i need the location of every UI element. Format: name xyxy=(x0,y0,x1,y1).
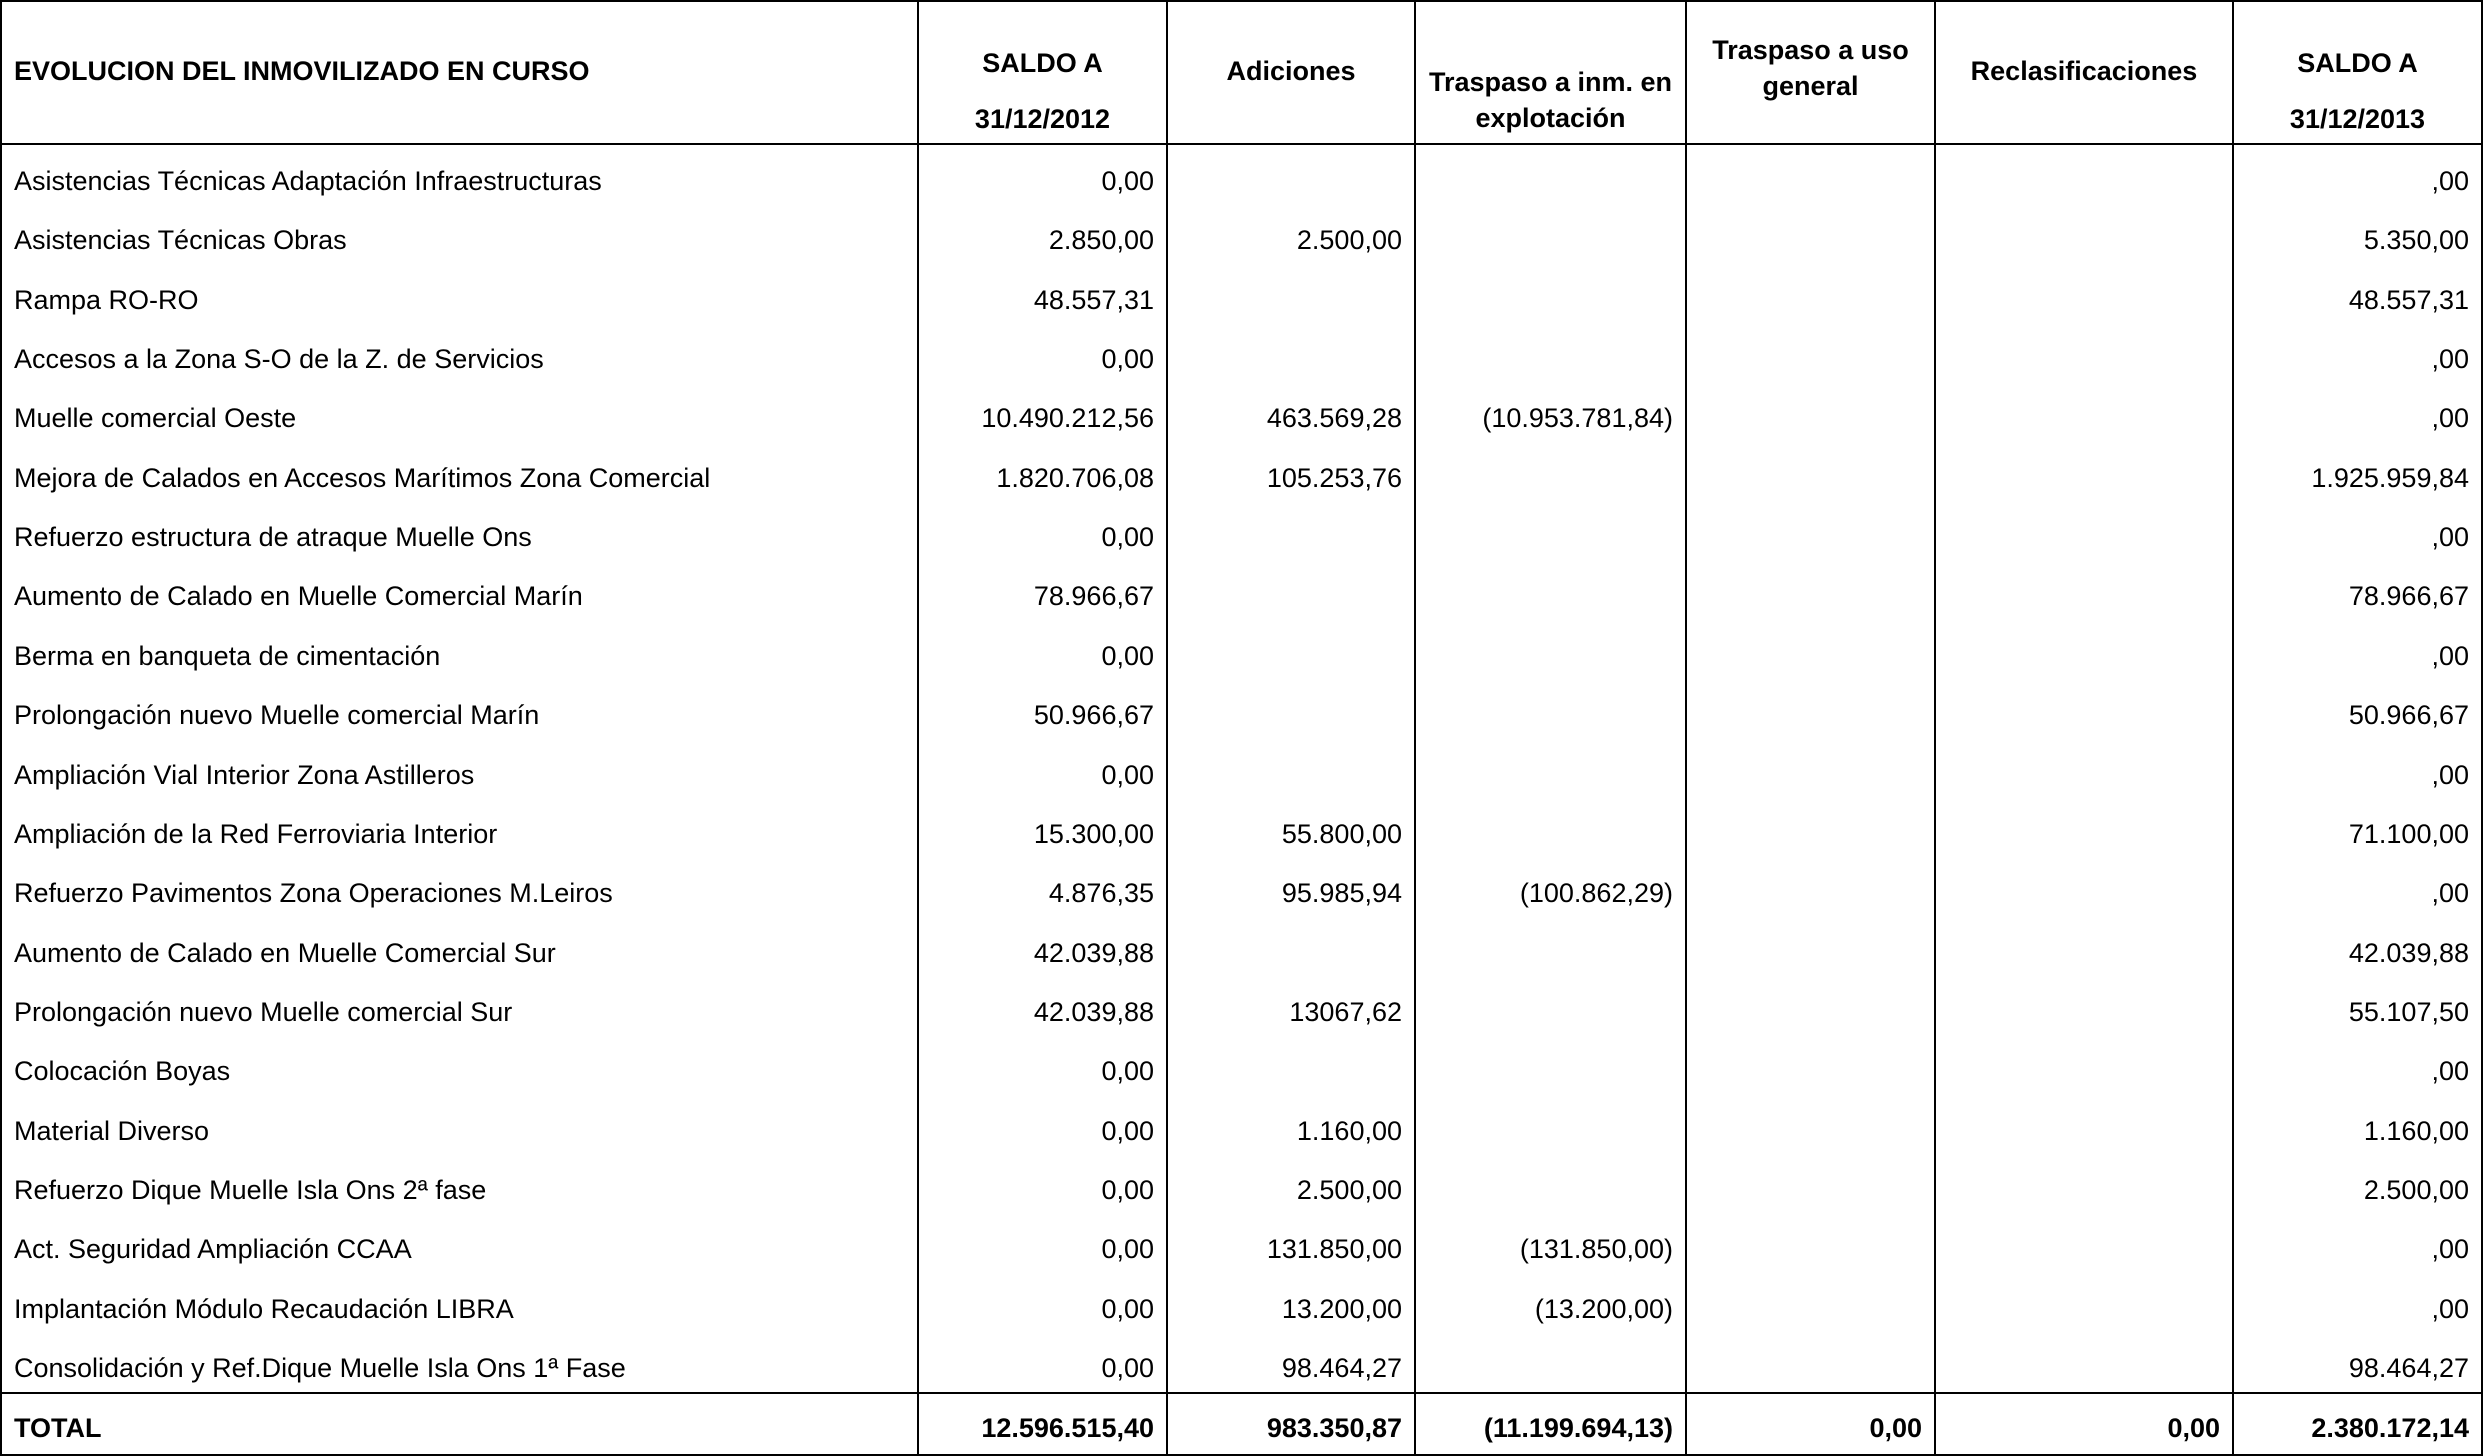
row-label: Act. Seguridad Ampliación CCAA xyxy=(14,1234,412,1265)
cell-adiciones xyxy=(1168,324,1414,383)
row-label: Ampliación Vial Interior Zona Astilleros xyxy=(14,759,475,790)
total-label: TOTAL xyxy=(14,1413,102,1443)
column-header-line: 31/12/2012 xyxy=(974,104,1111,134)
table-row xyxy=(0,1096,2483,1155)
cell-traspaso-uso-general xyxy=(1687,977,1934,1036)
cell-traspaso-uso-general xyxy=(1687,205,1934,264)
cell-saldo-2013: 55.107,50 xyxy=(2348,996,2469,1027)
total-row xyxy=(0,1394,2483,1454)
cell-traspaso-uso-general xyxy=(1687,561,1934,620)
table-row xyxy=(0,1333,2483,1392)
table-row xyxy=(0,443,2483,502)
row-label: Material Diverso xyxy=(14,1115,210,1146)
cell-traspaso-explotacion xyxy=(1416,918,1685,977)
cell-saldo-2012: 0,00 xyxy=(1101,759,1154,790)
row-label: Prolongación nuevo Muelle comercial Marín xyxy=(14,700,540,731)
cell-reclasificaciones xyxy=(1936,443,2232,502)
cell-traspaso-uso-general xyxy=(1687,740,1934,799)
row-label: Colocación Boyas xyxy=(14,1056,231,1087)
total-traspaso-uso-general: 0,00 xyxy=(1869,1413,1922,1443)
cell-saldo-2013: 78.966,67 xyxy=(2348,581,2469,612)
cell-saldo-2012: 0,00 xyxy=(1101,1234,1154,1265)
cell-reclasificaciones xyxy=(1936,383,2232,442)
table-row xyxy=(0,1036,2483,1095)
cell-reclasificaciones xyxy=(1936,1274,2232,1333)
cell-adiciones xyxy=(1168,1036,1414,1095)
cell-traspaso-explotacion xyxy=(1416,561,1685,620)
cell-saldo-2012: 0,00 xyxy=(1101,1293,1154,1324)
column-header-line: SALDO A xyxy=(982,48,1103,78)
cell-traspaso-uso-general xyxy=(1687,146,1934,205)
row-label: Refuerzo Dique Muelle Isla Ons 2ª fase xyxy=(14,1174,487,1205)
column-header-traspaso-explotacion: Traspaso a inm. en explotación xyxy=(1428,67,1673,133)
cell-traspaso-explotacion xyxy=(1416,740,1685,799)
total-saldo-2013: 2.380.172,14 xyxy=(2311,1413,2469,1443)
cell-traspaso-uso-general xyxy=(1687,383,1934,442)
cell-saldo-2012: 0,00 xyxy=(1101,522,1154,553)
cell-saldo-2013: ,00 xyxy=(2431,640,2469,671)
row-label: Accesos a la Zona S-O de la Z. de Servicios xyxy=(14,344,544,375)
column-header-saldo-2012 xyxy=(919,0,1166,144)
table-row xyxy=(0,977,2483,1036)
total-adiciones: 983.350,87 xyxy=(1266,1413,1402,1443)
column-header-saldo-2013 xyxy=(2234,0,2481,144)
cell-reclasificaciones xyxy=(1936,205,2232,264)
cell-adiciones xyxy=(1168,740,1414,799)
cell-traspaso-uso-general xyxy=(1687,1036,1934,1095)
cell-saldo-2012: 15.300,00 xyxy=(1033,818,1154,849)
cell-reclasificaciones xyxy=(1936,265,2232,324)
table-row xyxy=(0,799,2483,858)
cell-reclasificaciones xyxy=(1936,799,2232,858)
cell-traspaso-explotacion xyxy=(1416,1333,1685,1392)
cell-adiciones xyxy=(1168,146,1414,205)
cell-adiciones: 98.464,27 xyxy=(1281,1353,1402,1383)
cell-saldo-2012: 1.820.706,08 xyxy=(996,462,1154,493)
cell-adiciones: 463.569,28 xyxy=(1266,403,1402,434)
column-header-line: SALDO A xyxy=(2297,48,2418,78)
cell-saldo-2013: ,00 xyxy=(2431,759,2469,790)
table-row xyxy=(0,502,2483,561)
cell-saldo-2013: ,00 xyxy=(2431,344,2469,375)
table-row xyxy=(0,1274,2483,1333)
row-label: Rampa RO-RO xyxy=(14,284,199,315)
cell-reclasificaciones xyxy=(1936,502,2232,561)
column-header-adiciones: Adiciones xyxy=(1226,56,1356,86)
cell-traspaso-uso-general xyxy=(1687,621,1934,680)
cell-reclasificaciones xyxy=(1936,561,2232,620)
table-row xyxy=(0,146,2483,205)
cell-saldo-2013: 71.100,00 xyxy=(2348,818,2469,849)
cell-saldo-2012: 2.850,00 xyxy=(1048,225,1154,256)
table-title: EVOLUCION DEL INMOVILIZADO EN CURSO xyxy=(14,56,590,86)
cell-saldo-2012: 78.966,67 xyxy=(1033,581,1154,612)
cell-reclasificaciones xyxy=(1936,977,2232,1036)
total-traspaso-explotacion: (11.199.694,13) xyxy=(1483,1413,1673,1443)
row-label: Muelle comercial Oeste xyxy=(14,403,297,434)
table-row xyxy=(0,265,2483,324)
table-row xyxy=(0,858,2483,917)
cell-saldo-2012: 0,00 xyxy=(1101,1115,1154,1146)
table-row xyxy=(0,205,2483,264)
cell-adiciones xyxy=(1168,918,1414,977)
row-label: Refuerzo Pavimentos Zona Operaciones M.Leiros xyxy=(14,878,613,909)
cell-saldo-2013: ,00 xyxy=(2431,1293,2469,1324)
cell-traspaso-explotacion: (10.953.781,84) xyxy=(1482,403,1673,434)
table-row xyxy=(0,561,2483,620)
row-label: Berma en banqueta de cimentación xyxy=(14,640,441,671)
cell-adiciones: 105.253,76 xyxy=(1266,462,1402,493)
cell-reclasificaciones xyxy=(1936,858,2232,917)
column-header-traspaso-uso-general: Traspaso a uso general xyxy=(1712,35,1909,101)
cell-adiciones xyxy=(1168,561,1414,620)
cell-reclasificaciones xyxy=(1936,740,2232,799)
cell-reclasificaciones xyxy=(1936,621,2232,680)
cell-reclasificaciones xyxy=(1936,1096,2232,1155)
cell-traspaso-uso-general xyxy=(1687,1274,1934,1333)
table-row xyxy=(0,383,2483,442)
cell-traspaso-explotacion xyxy=(1416,799,1685,858)
cell-traspaso-uso-general xyxy=(1687,1214,1934,1273)
cell-traspaso-explotacion xyxy=(1416,1155,1685,1214)
table-row xyxy=(0,324,2483,383)
cell-saldo-2012: 0,00 xyxy=(1101,1174,1154,1205)
cell-traspaso-uso-general xyxy=(1687,1096,1934,1155)
cell-adiciones xyxy=(1168,502,1414,561)
cell-adiciones: 1.160,00 xyxy=(1296,1115,1402,1146)
cell-traspaso-explotacion xyxy=(1416,977,1685,1036)
cell-traspaso-explotacion xyxy=(1416,324,1685,383)
total-saldo-2012: 12.596.515,40 xyxy=(981,1413,1154,1443)
cell-traspaso-uso-general xyxy=(1687,1155,1934,1214)
cell-adiciones xyxy=(1168,621,1414,680)
row-label: Asistencias Técnicas Obras xyxy=(14,225,347,256)
row-label: Consolidación y Ref.Dique Muelle Isla Ons 1ª Fase xyxy=(14,1353,626,1383)
cell-saldo-2013: ,00 xyxy=(2431,878,2469,909)
cell-adiciones: 131.850,00 xyxy=(1266,1234,1402,1265)
cell-reclasificaciones xyxy=(1936,146,2232,205)
cell-reclasificaciones xyxy=(1936,680,2232,739)
cell-traspaso-uso-general xyxy=(1687,265,1934,324)
row-label: Prolongación nuevo Muelle comercial Sur xyxy=(14,996,513,1027)
row-label: Refuerzo estructura de atraque Muelle Ons xyxy=(14,522,532,553)
row-label: Ampliación de la Red Ferroviaria Interior xyxy=(14,818,498,849)
cell-saldo-2013: ,00 xyxy=(2431,1056,2469,1087)
cell-saldo-2012: 0,00 xyxy=(1101,166,1154,196)
cell-traspaso-explotacion xyxy=(1416,205,1685,264)
table-row xyxy=(0,1155,2483,1214)
cell-saldo-2012: 0,00 xyxy=(1101,344,1154,375)
cell-saldo-2013: ,00 xyxy=(2431,522,2469,553)
cell-adiciones xyxy=(1168,265,1414,324)
cell-traspaso-explotacion xyxy=(1416,146,1685,205)
cell-reclasificaciones xyxy=(1936,1333,2232,1392)
cell-saldo-2012: 10.490.212,56 xyxy=(981,403,1154,434)
table-row xyxy=(0,1214,2483,1273)
cell-saldo-2012: 50.966,67 xyxy=(1033,700,1154,731)
cell-saldo-2013: 1.160,00 xyxy=(2363,1115,2469,1146)
table-row xyxy=(0,680,2483,739)
cell-saldo-2013: 2.500,00 xyxy=(2363,1174,2469,1205)
cell-traspaso-uso-general xyxy=(1687,1333,1934,1392)
cell-reclasificaciones xyxy=(1936,1214,2232,1273)
cell-traspaso-uso-general xyxy=(1687,502,1934,561)
cell-saldo-2012: 0,00 xyxy=(1101,1056,1154,1087)
cell-reclasificaciones xyxy=(1936,1155,2232,1214)
cell-saldo-2012: 0,00 xyxy=(1101,1353,1154,1383)
cell-traspaso-uso-general xyxy=(1687,918,1934,977)
cell-saldo-2013: ,00 xyxy=(2431,1234,2469,1265)
cell-traspaso-explotacion xyxy=(1416,621,1685,680)
cell-traspaso-uso-general xyxy=(1687,324,1934,383)
cell-traspaso-explotacion xyxy=(1416,502,1685,561)
cell-saldo-2013: ,00 xyxy=(2431,166,2469,196)
cell-adiciones xyxy=(1168,680,1414,739)
cell-traspaso-explotacion: (100.862,29) xyxy=(1519,878,1673,909)
cell-traspaso-uso-general xyxy=(1687,680,1934,739)
cell-saldo-2013: 48.557,31 xyxy=(2348,284,2469,315)
column-header-line: 31/12/2013 xyxy=(2289,104,2426,134)
cell-reclasificaciones xyxy=(1936,324,2232,383)
cell-saldo-2012: 42.039,88 xyxy=(1033,937,1154,968)
cell-saldo-2012: 0,00 xyxy=(1101,640,1154,671)
cell-adiciones: 95.985,94 xyxy=(1281,878,1402,909)
cell-saldo-2013: 5.350,00 xyxy=(2363,225,2469,256)
cell-traspaso-uso-general xyxy=(1687,858,1934,917)
cell-traspaso-explotacion xyxy=(1416,1096,1685,1155)
row-label: Aumento de Calado en Muelle Comercial Sur xyxy=(14,937,556,968)
cell-saldo-2012: 48.557,31 xyxy=(1033,284,1154,315)
cell-reclasificaciones xyxy=(1936,1036,2232,1095)
cell-traspaso-explotacion xyxy=(1416,443,1685,502)
table-row xyxy=(0,621,2483,680)
total-reclasificaciones: 0,00 xyxy=(2167,1413,2220,1443)
cell-traspaso-uso-general xyxy=(1687,799,1934,858)
cell-adiciones: 55.800,00 xyxy=(1281,818,1402,849)
cell-traspaso-explotacion xyxy=(1416,265,1685,324)
cell-adiciones: 2.500,00 xyxy=(1296,225,1402,256)
cell-saldo-2013: ,00 xyxy=(2431,403,2469,434)
cell-saldo-2013: 42.039,88 xyxy=(2348,937,2469,968)
cell-adiciones: 2.500,00 xyxy=(1296,1174,1402,1205)
cell-traspaso-uso-general xyxy=(1687,443,1934,502)
column-header-reclasificaciones: Reclasificaciones xyxy=(1970,56,2198,86)
table-row xyxy=(0,918,2483,977)
table-row xyxy=(0,740,2483,799)
cell-traspaso-explotacion xyxy=(1416,680,1685,739)
cell-traspaso-explotacion: (131.850,00) xyxy=(1519,1234,1673,1265)
cell-adiciones: 13067,62 xyxy=(1289,996,1402,1027)
cell-adiciones: 13.200,00 xyxy=(1281,1293,1402,1324)
row-label: Mejora de Calados en Accesos Marítimos Zona Comercial xyxy=(14,462,711,493)
cell-traspaso-explotacion xyxy=(1416,1036,1685,1095)
row-label: Asistencias Técnicas Adaptación Infraestructuras xyxy=(14,166,602,196)
cell-saldo-2012: 4.876,35 xyxy=(1048,878,1154,909)
cell-saldo-2013: 98.464,27 xyxy=(2348,1353,2469,1383)
row-label: Aumento de Calado en Muelle Comercial Marín xyxy=(14,581,583,612)
cell-traspaso-explotacion: (13.200,00) xyxy=(1534,1293,1673,1324)
cell-saldo-2013: 50.966,67 xyxy=(2348,700,2469,731)
cell-saldo-2012: 42.039,88 xyxy=(1033,996,1154,1027)
cell-reclasificaciones xyxy=(1936,918,2232,977)
cell-saldo-2013: 1.925.959,84 xyxy=(2311,462,2469,493)
row-label: Implantación Módulo Recaudación LIBRA xyxy=(14,1293,514,1324)
table-header xyxy=(0,0,2483,144)
